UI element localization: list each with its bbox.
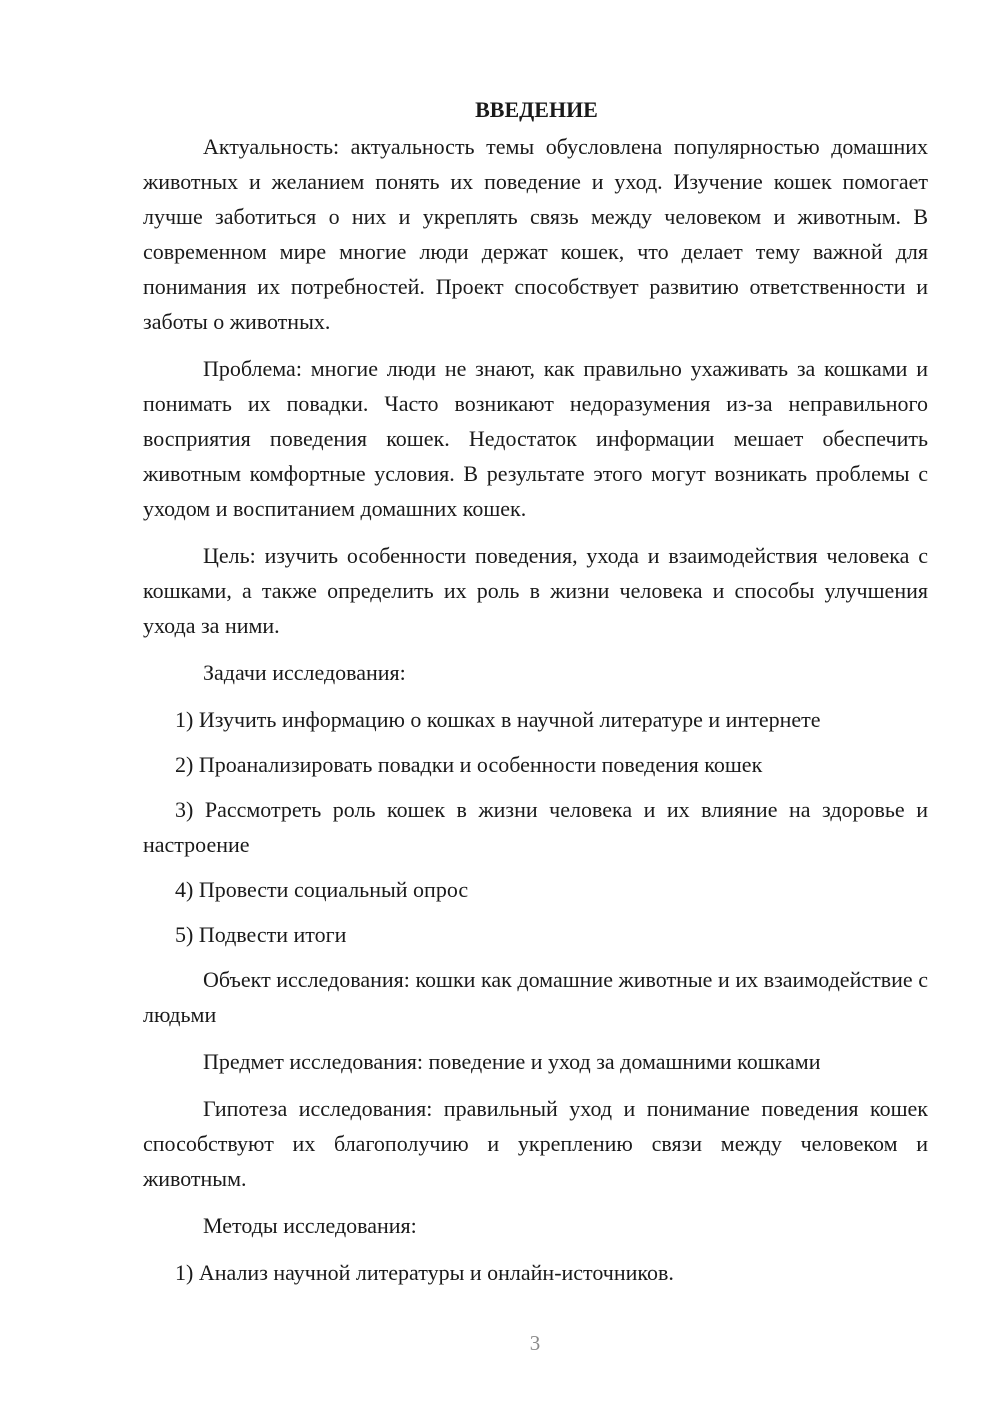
task-item: 1) Изучить информацию о кошках в научной литературе и интернете <box>175 707 821 732</box>
method-item: 1) Анализ научной литературы и онлайн-источников. <box>175 1260 674 1285</box>
tasks-title: Задачи исследования: <box>203 660 406 685</box>
task-item: 2) Проанализировать повадки и особенности поведения кошек <box>175 752 763 777</box>
document-body <box>143 92 928 1300</box>
problem-paragraph: Проблема: многие люди не знают, как правильно ухаживать за кошками и понимать их повадки. Часто возникают недоразумения из-за неправильного восприятия поведения кошек. Недостаток информации мешает обеспечить животным комфортные условия. В результате этого могут возникать проблемы с уходом и воспитанием домашних кошек. <box>143 356 928 521</box>
task-item: 4) Провести социальный опрос <box>175 877 469 902</box>
relevance-paragraph: Актуальность: актуальность темы обусловлена популярностью домашних животных и желанием понять их поведение и уход. Изучение кошек помогает лучше заботиться о них и укреплять связь между человеком и животным. В современном мире многие люди держат кошек, что делает тему важной для понимания их потребностей. Проект способствует развитию ответственности и заботы о животных. <box>143 134 928 334</box>
goal-paragraph: Цель: изучить особенности поведения, ухода и взаимодействия человека с кошками, а также определить их роль в жизни человека и способы улучшения ухода за ними. <box>143 543 928 638</box>
hypothesis-paragraph: Гипотеза исследования: правильный уход и понимание поведения кошек способствуют их благополучию и укреплению связи между человеком и животным. <box>143 1096 928 1191</box>
subject-paragraph: Предмет исследования: поведение и уход за домашними кошками <box>203 1049 821 1074</box>
methods-title: Методы исследования: <box>203 1213 417 1238</box>
object-paragraph: Объект исследования: кошки как домашние животные и их взаимодействие с людьми <box>143 967 928 1027</box>
task-item: 5) Подвести итоги <box>175 922 347 947</box>
section-heading: ВВЕДЕНИЕ <box>475 97 598 122</box>
task-item: 3) Рассмотреть роль кошек в жизни человека и их влияние на здоровье и настроение <box>143 797 928 857</box>
page-number: 3 <box>529 1331 541 1355</box>
